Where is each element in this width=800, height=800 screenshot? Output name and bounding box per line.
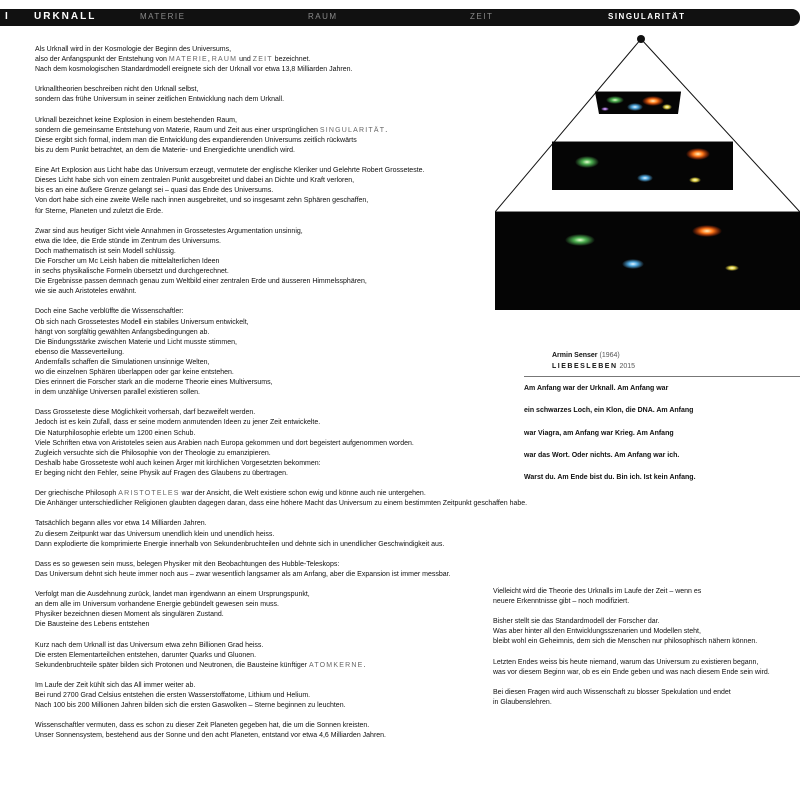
paragraph <box>35 408 527 479</box>
paragraph <box>35 307 527 398</box>
divider-line <box>524 376 800 377</box>
paragraph <box>493 688 770 708</box>
text-line: Diese ergibt sich formal, indem man die Entwicklung des expandierenden Universums zeitlich rückwärts <box>35 136 357 144</box>
text-line: Nach dem kosmologischen Standardmodell ereignete sich der Urknall vor etwa 13,8 Milliarden Jahren. <box>35 66 353 74</box>
text-line: Die Ergebnisse passen demnach genau zum Weltbild einer zentralen Erde und äusseren Himmelssphären, <box>35 278 367 286</box>
text-line: bleibt wohl ein Geheimnis, dem sich die Menschen nur philosophisch nähern können. <box>493 638 758 646</box>
book-year: 2015 <box>619 363 636 370</box>
text-line: Physiker bezeichnen diesen Moment als singulären Zustand. <box>35 611 224 619</box>
text-line: Als Urknall wird in der Kosmologie der Beginn des Universums, <box>35 46 232 53</box>
text-line: Kurz nach dem Urknall ist das Universum etwa zehn Billionen Grad heiss. <box>35 641 264 649</box>
text-line: Die Bausteine des Lebens entstehen <box>35 621 150 629</box>
text-line: Die Bindungsstärke zwischen Materie und Licht musste stimmen, <box>35 338 237 346</box>
text-line: in dem unzählige Universen parallel existieren sollen. <box>35 389 200 397</box>
text-line: Dass Grosseteste diese Möglichkeit vorhersah, darf bezweifelt werden. <box>35 409 256 417</box>
text-line: Wissenschaftler vermuten, dass es schon zu dieser Zeit Planeten gegeben hat, die um die Sonnen kreisten. <box>35 722 370 730</box>
text-segment: Sekundenbruchteile später bilden sich Protonen und Neutronen, die Bausteine künftiger <box>35 661 309 669</box>
text-line: Letzten Endes weiss bis heute niemand, warum das Universum zu existieren begann, <box>493 658 759 666</box>
paragraph <box>35 641 527 671</box>
text-line: Eine Art Explosion aus Licht habe das Universum erzeugt, vermutete der englische Kleriker und Gelehrte Robert Grosseteste. <box>35 167 425 175</box>
paragraph <box>35 116 527 156</box>
text-line: Zu diesem Zeitpunkt war das Universum unendlich klein und unendlich heiss. <box>35 530 275 538</box>
text-line: Jedoch ist es kein Zufall, dass er seine modern anmutenden Ideen zu jener Zeit entwickelte. <box>35 419 321 427</box>
text-segment: , <box>207 56 212 64</box>
singularity-point <box>637 35 645 43</box>
text-line: Unser Sonnensystem, bestehend aus der Sonne und den acht Planeten, entstand vor etwa 4,6 Milliarden Jahren. <box>35 732 387 740</box>
universe-panel-medium <box>552 142 733 190</box>
text-line: bis zu dem Punkt betrachtet, an dem die Materie- und Energiedichte unendlich wird. <box>35 146 295 154</box>
author-years: (1964) <box>599 352 620 359</box>
text-line: Tatsächlich begann alles vor etwa 14 Milliarden Jahren. <box>35 520 207 528</box>
paragraph <box>35 681 527 711</box>
text-segment: Der griechische Philosoph <box>35 490 119 498</box>
universe-panel-small <box>595 92 681 114</box>
book-title: LIEBESLEBEN <box>552 363 618 370</box>
text-line: Zwar sind aus heutiger Sicht viele Annahmen in Grossetestes Argumentation unsinnig, <box>35 227 303 235</box>
text-line: Was aber hinter all den Entwicklungsszenarien und Modellen steht, <box>493 628 701 636</box>
text-segment: sondern die gemeinsame Entstehung von Materie, Raum und Zeit aus einer ursprünglichen <box>35 126 320 134</box>
poem-line: ein schwarzes Loch, ein Klon, die DNA. Am Anfang <box>524 407 694 415</box>
text-line: Bisher stellt sie das Standardmodell der Forscher dar. <box>493 618 660 626</box>
text-segment: bezeichnet. <box>272 56 311 64</box>
paragraph <box>493 587 770 607</box>
keyword: ZEIT <box>252 56 273 64</box>
text-line: ebenso die Masseverteilung. <box>35 348 125 356</box>
text-segment: und <box>237 56 253 64</box>
text-line: Das Universum dehnt sich heute immer noch aus – zwar wesentlich langsamer als am Anfang, aber die Expansion ist immer messbar. <box>35 570 451 578</box>
text-line: Zugleich versuchte sich die Philosophie von der Theologie zu emanzipieren. <box>35 449 271 457</box>
paragraph <box>35 489 527 509</box>
text-line: Doch eine Sache verblüffte die Wissenschaftler: <box>35 308 184 316</box>
text-line: neuere Erkenntnisse gibt – noch modifiziert. <box>493 598 630 606</box>
text-line: Viele Schriften etwa von Aristoteles seien aus Arabien nach Europa gekommen und dort begeistert aufgenommen worden. <box>35 439 414 447</box>
universe-panel-large <box>495 212 800 310</box>
text-line: für Sterne, Planeten und zuletzt die Erde. <box>35 207 164 215</box>
text-line: in Glaubenslehren. <box>493 699 552 707</box>
text-line: Andernfalls schaffen die Simulationen unsinnige Welten, <box>35 358 210 366</box>
paragraph <box>35 166 527 216</box>
text-line: in sechs physikalische Formeln übersetzt und durchgerechnet. <box>35 268 229 276</box>
text-line: an dem alle im Universum vorhandene Energie gebündelt gewesen sein muss. <box>35 601 279 609</box>
paragraph <box>35 45 527 75</box>
text-line: sondern das frühe Universum in seiner zeitlichen Entwicklung nach dem Urknall. <box>35 96 285 104</box>
text-line: Dieses Licht habe sich von einem zentralen Punkt ausgebreitet und dabei an Dichte und Kraft verloren, <box>35 177 355 185</box>
keyword: ARISTOTELES <box>118 490 180 498</box>
text-line: etwa die Idee, die Erde stünde im Zentrum des Universums. <box>35 237 221 245</box>
text-line: Deshalb habe Grosseteste wohl auch keinen Ärger mit kirchlichen Vorgesetzten bekommen: <box>35 459 321 467</box>
keyword: SINGULARITÄT <box>319 126 386 134</box>
nav-materie[interactable]: MATERIE <box>140 12 186 21</box>
paragraph <box>35 519 527 549</box>
text-line: hängt von sorgfältig gewählten Anfangsbedingungen ab. <box>35 328 210 336</box>
poem-line: Am Anfang war der Urknall. Am Anfang war <box>524 385 669 392</box>
text-segment: also der Anfangspunkt der Entstehung von <box>35 56 169 64</box>
keyword: RAUM <box>211 56 238 64</box>
text-line: Die Anhänger unterschiedlicher Religionen glaubten dagegen daran, dass eine höhere Macht das Universum zu einem bestimmten Zeitpunkt geschaffen habe. <box>35 500 528 508</box>
text-line: Bei diesen Fragen wird auch Wissenschaft zu blosser Spekulation und endet <box>493 688 731 696</box>
paragraph <box>493 658 770 678</box>
text-line: Doch mathematisch ist sein Modell schlüssig. <box>35 247 176 255</box>
text-line: wo die einzelnen Sphären überlappen oder gar keine entstehen. <box>35 369 234 376</box>
nav-raum[interactable]: RAUM <box>308 12 338 21</box>
text-line: bis es an eine äußere Grenze gelangt sei – quasi das Ende des Universums. <box>35 187 274 195</box>
keyword: MATERIE <box>168 56 208 64</box>
paragraph <box>35 560 527 580</box>
text-line: was vor diesem Beginn war, ob es ein Ende geben und was nach diesem Ende sein wird. <box>493 668 770 676</box>
text-line: wie sie auch Aristoteles erwähnt. <box>35 288 137 296</box>
author-name: Armin Senser <box>552 352 598 359</box>
right-text-column <box>493 587 770 718</box>
text-segment: . <box>385 126 388 134</box>
text-line: Dass es so gewesen sein muss, belegen Physiker mit den Beobachtungen des Hubble-Teleskops: <box>35 560 340 568</box>
poem-block <box>524 378 696 489</box>
poem-line: Warst du. Am Ende bist du. Bin ich. Ist kein Anfang. <box>524 474 696 482</box>
text-line: Er beging nicht den Fehler, seine Physik auf Fragen des Glaubens zu übertragen. <box>35 469 288 477</box>
paragraph <box>35 227 527 298</box>
paragraph <box>35 590 527 630</box>
header-bar <box>0 9 800 26</box>
text-line: Die ersten Elementarteilchen entstehen, darunter Quarks und Gluonen. <box>35 651 257 659</box>
left-text-column <box>35 45 527 752</box>
pyramid-illustration <box>495 30 800 310</box>
nav-singularitaet[interactable]: SINGULARITÄT <box>608 12 686 21</box>
text-line: Die Forscher um Mc Leish haben die mittelalterlichen Ideen <box>35 257 220 265</box>
chapter-title: URKNALL <box>34 11 97 22</box>
text-line: Verfolgt man die Ausdehnung zurück, landet man irgendwann an einem Ursprungspunkt, <box>35 591 310 599</box>
text-line: Vielleicht wird die Theorie des Urknalls im Laufe der Zeit – wenn es <box>493 588 702 595</box>
text-line: Im Laufe der Zeit kühlt sich das All immer weiter ab. <box>35 681 196 689</box>
text-line: Von dort habe sich eine zweite Welle nach innen ausgebreitet, und so insgesamt zehn Sphären geschaffen, <box>35 197 369 205</box>
keyword: ATOMKERNE <box>308 661 364 669</box>
text-line: Dann explodierte die komprimierte Energie innerhalb von Sekundenbruchteilen und dehnte sich in unendlicher Geschwindigkeit aus. <box>35 540 445 548</box>
chapter-number: I <box>5 11 9 22</box>
nav-zeit[interactable]: ZEIT <box>470 12 494 21</box>
text-line: Urknall bezeichnet keine Explosion in einem bestehenden Raum, <box>35 116 237 124</box>
text-segment: . <box>363 661 366 669</box>
poem-line: war das Wort. Oder nichts. Am Anfang war ich. <box>524 451 680 459</box>
artwork-credit <box>552 350 635 372</box>
text-segment: war der Ansicht, die Welt existiere schon ewig und könne auch nie untergehen. <box>179 490 426 498</box>
text-line: Bei rund 2700 Grad Celsius entstehen die ersten Wasserstoffatome, Lithium und Helium. <box>35 692 311 699</box>
text-line: Urknalltheorien beschreiben nicht den Urknall selbst, <box>35 86 199 94</box>
poem-line: war Viagra, am Anfang war Krieg. Am Anfang <box>524 429 674 437</box>
paragraph <box>35 85 527 105</box>
text-line: Dies erinnert die Forscher stark an die moderne Theorie eines Multiversums, <box>35 379 273 387</box>
paragraph <box>35 721 527 741</box>
paragraph <box>493 617 770 647</box>
text-line: Die Naturphilosophie erlebte um 1200 einen Schub. <box>35 429 196 437</box>
text-line: Nach 100 bis 200 Millionen Jahren bilden sich die ersten Gaswolken – Sterne beginnen zu leuchten. <box>35 702 346 710</box>
text-line: Ob sich nach Grossetestes Modell ein stabiles Universum entwickelt, <box>35 318 249 326</box>
